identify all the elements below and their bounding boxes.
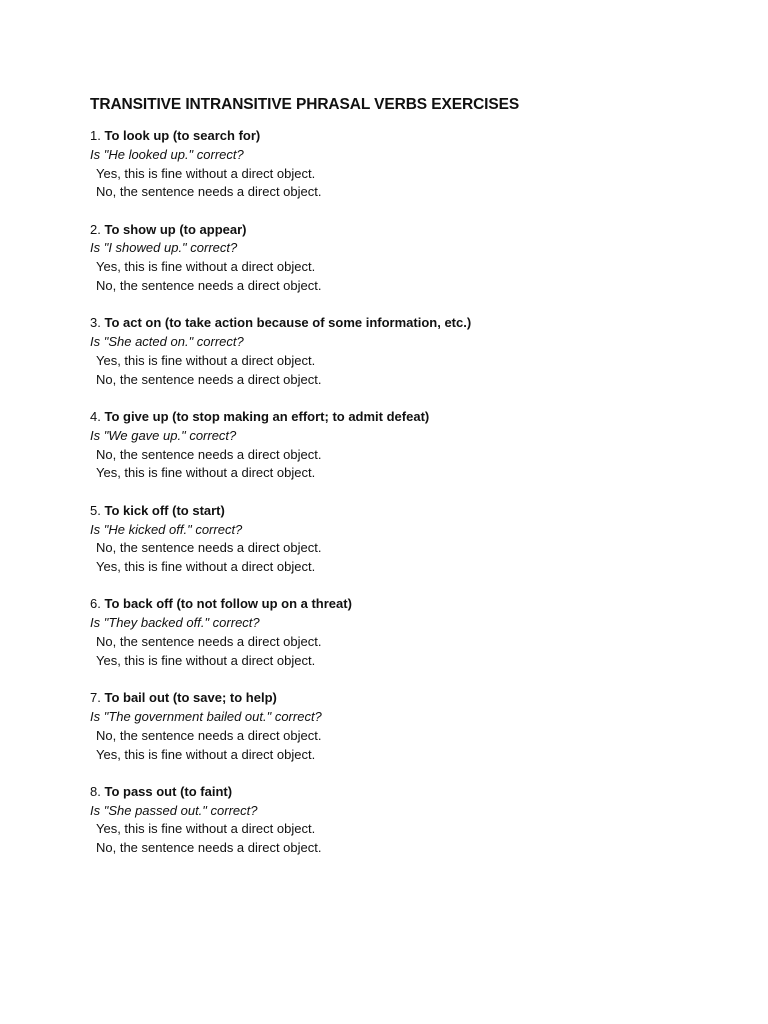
question-prompt: Is "He kicked off." correct?: [90, 521, 243, 537]
question-number: 2.: [90, 221, 101, 237]
question-heading: [90, 783, 730, 802]
question-term: To give up (to stop making an effort; to admit defeat): [104, 409, 430, 425]
question-term: To act on (to take action because of some information, etc.): [104, 315, 472, 331]
question-prompt: Is "We gave up." correct?: [90, 427, 237, 443]
question-1: [90, 127, 730, 202]
question-term: To back off (to not follow up on a threat): [104, 596, 352, 612]
document-page: [90, 94, 730, 877]
question-2: [90, 221, 730, 296]
question-heading: [90, 408, 730, 427]
question-number: 6.: [90, 596, 101, 612]
answer-option[interactable]: Yes, this is fine without a direct object.: [96, 259, 316, 275]
question-term: To show up (to appear): [104, 221, 247, 237]
question-number: 5.: [90, 502, 101, 518]
answer-option[interactable]: No, the sentence needs a direct object.: [96, 727, 322, 743]
question-heading: [90, 595, 730, 614]
question-prompt: Is "She acted on." correct?: [90, 334, 244, 350]
question-heading: [90, 689, 730, 708]
answer-option[interactable]: No, the sentence needs a direct object.: [96, 840, 322, 856]
question-6: [90, 595, 730, 670]
question-prompt: Is "The government bailed out." correct?: [90, 708, 322, 724]
question-prompt: Is "They backed off." correct?: [90, 615, 260, 631]
answer-option[interactable]: Yes, this is fine without a direct object.: [96, 746, 316, 762]
question-prompt: Is "I showed up." correct?: [90, 240, 238, 256]
answer-option[interactable]: Yes, this is fine without a direct object.: [96, 821, 316, 837]
answer-option[interactable]: Yes, this is fine without a direct object.: [96, 465, 316, 481]
answer-option[interactable]: Yes, this is fine without a direct object.: [96, 352, 316, 368]
question-heading: [90, 221, 730, 240]
answer-option[interactable]: No, the sentence needs a direct object.: [96, 540, 322, 556]
question-4: [90, 408, 730, 483]
answer-option[interactable]: No, the sentence needs a direct object.: [96, 184, 322, 200]
question-term: To look up (to search for): [104, 128, 261, 143]
question-heading: [90, 127, 730, 146]
question-8: [90, 783, 730, 858]
question-prompt: Is "He looked up." correct?: [90, 146, 244, 162]
question-5: [90, 502, 730, 577]
question-prompt: Is "She passed out." correct?: [90, 802, 258, 818]
document-title: TRANSITIVE INTRANSITIVE PHRASAL VERBS EXERCISES: [90, 96, 520, 113]
question-number: 7.: [90, 690, 101, 706]
question-number: 3.: [90, 315, 101, 331]
question-3: [90, 314, 730, 389]
answer-option[interactable]: Yes, this is fine without a direct object.: [96, 559, 316, 575]
answer-option[interactable]: No, the sentence needs a direct object.: [96, 278, 322, 294]
question-number: 8.: [90, 783, 101, 799]
question-term: To kick off (to start): [104, 502, 225, 518]
question-term: To bail out (to save; to help): [104, 690, 277, 706]
question-number: 1.: [90, 128, 101, 143]
question-number: 4.: [90, 409, 101, 425]
answer-option[interactable]: Yes, this is fine without a direct object.: [96, 165, 316, 181]
question-term: To pass out (to faint): [104, 783, 233, 799]
answer-option[interactable]: No, the sentence needs a direct object.: [96, 371, 322, 387]
answer-option[interactable]: No, the sentence needs a direct object.: [96, 446, 322, 462]
question-7: [90, 689, 730, 764]
question-heading: [90, 314, 730, 333]
question-heading: [90, 502, 730, 521]
answer-option[interactable]: Yes, this is fine without a direct object.: [96, 652, 316, 668]
answer-option[interactable]: No, the sentence needs a direct object.: [96, 634, 322, 650]
